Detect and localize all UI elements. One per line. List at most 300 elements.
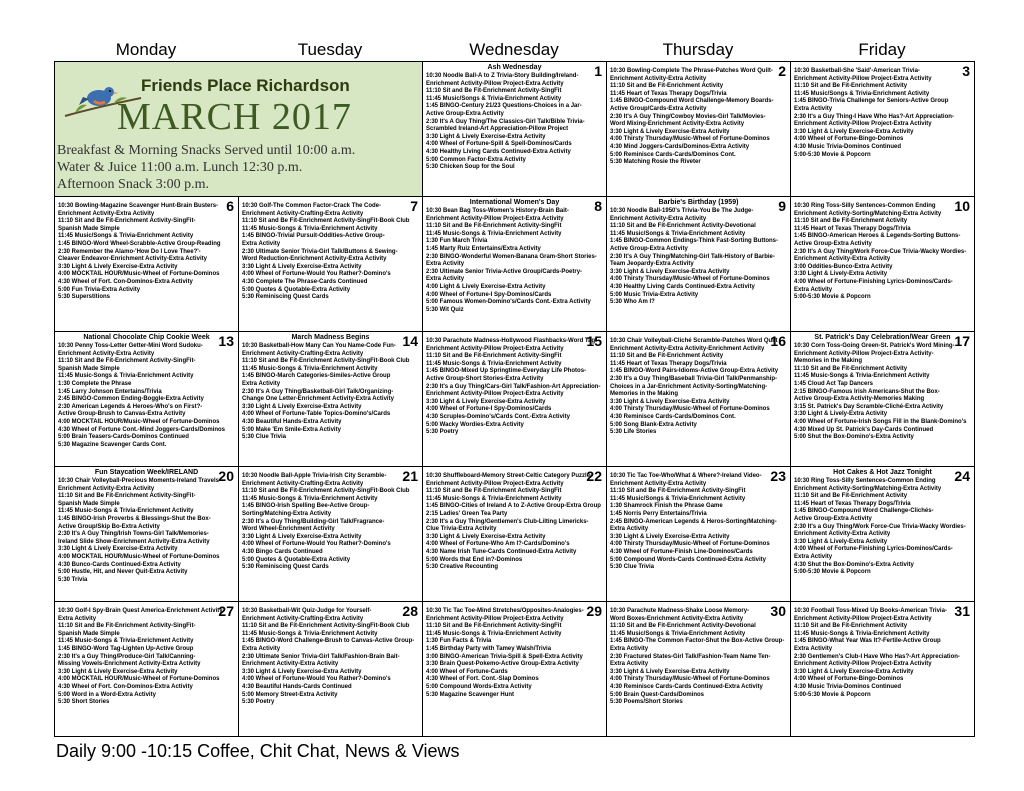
activity-item: Spanish Made Simple (58, 630, 120, 637)
activity-item: 3:30 Light & Lively Exercise-Extra Activity (794, 128, 914, 135)
activity-item: 5:30 Reminiscing Quest Cards (242, 564, 329, 571)
activity-item: 5:30 Superstitions (58, 294, 111, 301)
activity-item: 4:00 Thirsty Thursday/Music-Wheel of Fortune-Dominos (610, 676, 770, 683)
activity-item: 3:30 Light & Lively Exercise-Extra Activity (242, 533, 362, 540)
day-number: 28 (402, 603, 418, 619)
activity-item: 3:30 Light & Lively Exercise-Extra Activity (610, 398, 730, 405)
activity-list (242, 343, 419, 442)
activity-item: 4:00 Wheel of Fortune-Would You Rather?-Domino's (242, 676, 391, 683)
activity-item: 10:30 Basketball-She 'Said'-American Trivia- (794, 68, 920, 74)
day-number: 20 (218, 468, 234, 484)
activity-item: Enrichment Activity-Extra Activity (610, 480, 707, 487)
activity-item: 5:00 Brain Quest-Cards/Dominos (610, 691, 705, 698)
activity-item: 5:00-5:30 Movie & Popcorn (794, 691, 871, 698)
activity-item: 2:30 It's a Guy Thing/Produce-Girl Talk/Canning- (58, 653, 196, 660)
activity-item: 11:10 Sit and Be Fit-Enrichment Activity-SingFit-Book Club (242, 623, 410, 630)
day-cell (607, 197, 791, 332)
day-number: 15 (586, 333, 602, 349)
day-number: 7 (410, 198, 418, 214)
weekday-label: Tuesday (297, 40, 363, 59)
activity-item: 5:00 Compound Words-Cards Continued-Extra Activity (610, 556, 767, 563)
activity-list (58, 343, 235, 449)
activity-item: Word Boxes-Enrichment Activity-Extra Activity (610, 615, 744, 622)
activity-item: 5:00-5:30 Movie & Popcorn (794, 294, 871, 301)
activity-item: 5:30 Magazine Scavenger Cards Cont. (58, 441, 167, 448)
activity-item: 3:30 Light & Lively-Extra Activity (794, 411, 888, 418)
activity-item: 11:10 Sit and Be Fit-Enrichment Activity-SingFit- (58, 358, 196, 365)
activity-item: 10:30 Bowling-Magazine Scavenger Hunt-Brain Busters- (58, 203, 219, 209)
activity-item: 5:00 Compound Words-Extra Activity (426, 683, 532, 690)
activity-list (794, 199, 971, 302)
day-cell (423, 602, 607, 737)
activity-item: 1:45 Norris Perry Entertains/Trivia (610, 510, 707, 517)
day-event-heading: March Madness Begins (291, 334, 370, 341)
activity-item: 10:30 Ring Toss-Silly Sentences-Common Ending (794, 203, 936, 209)
activity-item: Extra Activity (242, 380, 281, 387)
activity-item: 4:00 Wheel of Fortune-Would You Rather?-Domino's (242, 541, 391, 548)
activity-item: 2:30 It's A Guy Thing/Work Force-Cue Trivia-Wacky Wordies- (794, 248, 967, 255)
day-number: 17 (954, 333, 970, 349)
activity-item: 1:45 BINGO-Word Tag-Lighten Up-Active Group (58, 645, 194, 652)
activity-item: 1:45 BINGO-Common Endings-Think Fast-Sorting Buttons- (610, 238, 778, 245)
activity-item: 1:45 BINGO-Century 21/23 Questions-Choices in a Jar- (426, 103, 582, 110)
day-cell (423, 332, 607, 467)
calendar-header-panel (55, 62, 423, 197)
activity-list (242, 604, 419, 707)
activity-item: Spanish Made Simple (58, 225, 120, 232)
activity-item: 5:00 Shut the Box-Domino's-Extra Activity (794, 434, 914, 441)
activity-item: Extra Activity (610, 661, 649, 668)
activity-item: 4:30 Wheel of Fort. Con-Dominos-Extra Activity (58, 683, 193, 690)
weekday-label: Friday (858, 40, 906, 59)
activity-item: 4:00 Wheel of Fortune-Bingo-Dominos (794, 676, 904, 683)
activity-item: 5:00 Quotes & Quotable-Extra Activity (242, 556, 351, 563)
activity-item: 11:45 Music-Songs & Trivia-Enrichment Activity (794, 630, 930, 637)
activity-item: 2:30 Fractured States-Girl Talk/Fashion-Team Name Ten- (610, 653, 771, 660)
activity-item: 11:10 Sit and Be Fit-Enrichment Activity (794, 493, 908, 500)
activity-item: 1:45 BINGO-Word Wheel-Scrabble-Active Group-Reading (58, 240, 221, 247)
activity-item: Enrichment Activity-Crafting-Extra Activity (242, 350, 364, 357)
activity-item: 2:30 It's a Guy Thing/Building-Girl Talk/Fragrance- (242, 518, 385, 525)
activity-item: Ireland Slide Show-Enrichment Activity-Extra Activity (58, 538, 210, 545)
activity-item: 3:30 Light & Lively Exercise-Extra Activity (58, 546, 178, 553)
activity-item: 11:45 Heart of Texas Therapy Dogs/Trivia (610, 90, 727, 97)
activity-item: Extra Activity (794, 645, 833, 652)
activity-item: 2:30 American Legends & Heroes-Who's on First?- (58, 403, 203, 410)
activity-item: 3:30 Light & Lively Exercise-Extra Activity (610, 128, 730, 135)
activity-item: 10:30 Chair Volleyball-Precious Moments-Ireland Travels- (58, 478, 221, 484)
activity-item: 5:30 Short Stories (58, 699, 110, 706)
day-event-heading: St. Patrick's Day Celebration/Wear Green (814, 334, 951, 341)
activity-item: 11:45 Music-Songs & Trivia-Enrichment Activity (242, 225, 378, 232)
activity-item: 11:10 Sit and Be Fit-Enrichment Activity-SingFit- (58, 493, 196, 500)
meal-schedule (57, 142, 355, 193)
activity-item: Enrichment Activity-Pillow Project-Extra Activity (794, 75, 932, 82)
activity-item: 4:00 Wheel of Fortune-Table Topics-Domino's/Cards (242, 411, 391, 418)
activity-item: 10:30 Shuffleboard-Memory Street-Celtic Category Puzzle- (426, 473, 593, 479)
activity-item: 4:00 Wheel of Fortune-Spill & Spell-Dominos/Cards (426, 141, 572, 148)
activity-item: 2:30 Remember the Alamo-'How Do I Love Thee?'- (58, 248, 201, 255)
activity-item: 10:30 Basketball-Wit Quiz-Judge for Yourself- (242, 608, 372, 614)
activity-item: 11:45 Music/Songs & Trivia-Enrichment Activity (610, 630, 746, 637)
activity-item: Enrichment Activity-Extra Activity (794, 256, 891, 263)
activity-item: 4:30 Wheel of Fort. Con-Dominos-Extra Activity (58, 278, 193, 285)
activity-list (794, 64, 971, 159)
activity-item: 5:30 Magazine Scavenger Hunt (426, 691, 515, 698)
activity-item: 11:10 Sit and Be Fit-Enrichment Activity-SingFit- (58, 218, 196, 225)
activity-item: Spanish Made Simple (58, 365, 120, 372)
activity-item: Word Wheel-Enrichment Activity (242, 526, 335, 533)
activity-item: Memories in the Making (794, 358, 863, 365)
activity-item: 4:30 Shut the Box-Domino's-Extra Activity (794, 561, 914, 568)
activity-item: 2:30 It's a Guy Thing-I Have Who Has?-Art Appreciation- (794, 113, 954, 120)
weekday-header-row (54, 38, 974, 62)
activity-item: 11:45 Music/Songs & Trivia-Enrichment Activity (426, 95, 562, 102)
day-cell (239, 602, 423, 737)
activity-item: 2:30 It's A Guy Thing/Basketball-Girl Talk/Organizing- (242, 388, 394, 395)
activity-item: 4:00 Wheel of Fortune-Finishing Lyrics-Dominos/Cards- (794, 278, 953, 285)
activity-item: Extra Activity (242, 645, 281, 652)
activity-item: 1:45 BINGO-Word Challenge-Brush to Canvas-Active Group- (242, 638, 415, 645)
activity-item: 5:00 Word in a Word-Extra Activity (58, 691, 156, 698)
activity-item: 1:45 Birthday Party with Tamey Walsh/Trivia (426, 645, 552, 652)
activity-item: Extra Activity (794, 286, 833, 293)
activity-list (426, 469, 603, 572)
activity-item: Enrichment Activity-Extra Activity (794, 531, 891, 538)
activity-item: 3:30 Light & Lively Exercise-Extra Activity (426, 533, 546, 540)
activity-item: 10:30 Corn Toss-Going Green-St. Patrick's Word Mining- (794, 343, 955, 349)
activity-item: 10:30 Basketball-How Many Can You Name-Code Fun- (242, 343, 396, 349)
activity-list (426, 208, 603, 314)
activity-item: 5:30 Poems/Short Stories (610, 699, 683, 706)
activity-item: 10:30 Football Toss-Mixed Up Books-American Trivia- (794, 608, 947, 614)
activity-item: 2:30 Ultimate Senior Trivia-Girl Talk/Buttons & Sewing- (242, 248, 398, 255)
day-number: 13 (218, 333, 234, 349)
activity-item: 5:00 Fun Trivia-Extra Activity (58, 286, 141, 293)
activity-item: 4:30 Beautiful Hands-Cards Continued (242, 683, 352, 690)
day-number: 22 (586, 468, 602, 484)
activity-item: Cleaver Endeavor-Enrichment Activity-Extra Activity (58, 256, 207, 263)
activity-item: Extra Activity (610, 645, 649, 652)
activity-item: 5:00 Famous Women-Domino's/Cards Cont.-Extra Activity (426, 299, 591, 306)
activity-item: 3:30 Light & Lively Exercise-Extra Activity (426, 398, 546, 405)
day-cell (423, 62, 607, 197)
activity-item: Word Reduction-Enrichment Activity-Extra Activity (242, 256, 387, 263)
activity-item: 11:10 Sit and Be Fit-Enrichment Activity (610, 83, 724, 90)
activity-item: Active Group/Skip Bo-Extra Activity (58, 523, 160, 530)
activity-item: Sorting/Matching-Extra Activity (242, 510, 332, 517)
activity-item: Active Group-Extra Activity (610, 245, 688, 252)
activity-item: 11:10 Sit and Be Fit-Enrichment Activity-SingFit-Book Club (242, 488, 410, 495)
activity-item: 5:00 Quotes & Quotable-Extra Activity (242, 286, 351, 293)
activity-item: 3:15 St. Patrick's Day Scramble-Cliché-Extra Activity (794, 403, 944, 410)
day-number: 31 (954, 603, 970, 619)
activity-item: 4:00 MOCKTAIL HOUR/Music-Wheel of Fortune-Dominos (58, 553, 220, 560)
activity-item: 11:10 Sit and Be Fit-Enrichment Activity-SingFit-Book Club (242, 218, 410, 225)
activity-item: 5:30 Poetry (242, 699, 275, 706)
activity-item: 3:30 Light & Lively Exercise-Extra Activity (242, 263, 362, 270)
day-cell (55, 602, 239, 737)
activity-list (610, 64, 787, 167)
activity-list (58, 478, 235, 584)
day-cell (239, 197, 423, 332)
activity-item: 1:30 Shamrock Finish the Phrase Game (610, 503, 723, 510)
activity-list (794, 478, 971, 577)
activity-list (794, 343, 971, 442)
activity-item: 11:45 Music-Songs & Trivia-Enrichment Activity (426, 360, 562, 367)
activity-item: Enrichment Activity-Pillow Project-Extra Activity (426, 615, 564, 622)
activity-item: Enrichment Activity-Pillow Project-Extra Activity (426, 345, 564, 352)
activity-item: 1:45 BINGO-The Common Factor-Shut the Box-Active Group- (610, 638, 785, 645)
activity-item: 2:30 It's A Guy Thing/The Classics-Girl Talk/Bible Trivia- (426, 118, 585, 125)
activity-item: 4:00 Wheel of Fortune-Who Am I?-Cards/Domino's (426, 541, 570, 548)
activity-item: 3:30 Light & Lively Exercise-Extra Activity (794, 668, 914, 675)
activity-item: 4:00 Thirsty Thursday/Music-Wheel of Fortune-Dominos (610, 136, 770, 143)
activity-item: 10:30 Penny Toss-Letter Getter-Mini Word Sudoku- (58, 343, 203, 349)
activity-item: 5:30 Life Stories (610, 429, 657, 436)
activity-item: 4:30 Beautiful Hands-Extra Activity (242, 418, 342, 425)
activity-item: Enrichment Activity-Crafting-Extra Activity (242, 615, 364, 622)
activity-item: 10:30 Parachute Madness-Hollywood Flashbacks-Word Tag- (426, 338, 598, 344)
activity-item: 2:30 It's a Guy Thing/Work Force-Cue Trivia-Wacky Wordies- (794, 523, 966, 530)
activity-item: 4:00 Wheel of Fortune-Would You Rather?-Domino's (242, 271, 391, 278)
activity-item: 11:45 Music/Songs & Trivia-Enrichment Activity (610, 230, 746, 237)
activity-item: 3:30 Light & Lively Exercise-Extra Activity (58, 668, 178, 675)
activity-item: 11:45 Music-Songs & Trivia-Enrichment Activity (58, 508, 194, 515)
activity-item: 2:45 BINGO-American Legends & Heros-Sorting/Matching- (610, 518, 777, 525)
activity-item: 1:45 BINGO-Trivial Pursuit-Oddities-Active Group- (242, 233, 385, 240)
activity-item: Scrambled Ireland-Art Appreciation-Pillow Project (426, 126, 569, 133)
day-cell (607, 602, 791, 737)
day-event-heading: International Women's Day (469, 199, 560, 206)
activity-item: Enrichment Activity-Pillow Project-Extra Activity (794, 121, 932, 128)
activity-item: Memories in the Making (610, 391, 679, 398)
activity-item: 2:30 It's a Guy Thing/Cars-Girl Talk/Fashion-Art Appreciation- (426, 383, 601, 390)
activity-item: 10:30 Tic Tac Toe-Who/What & Where?-Ireland Video- (610, 473, 762, 479)
activity-item: 4:30 Complete The Phrase-Cards Continued (242, 278, 368, 285)
activity-item: 4:30 Reminisce Cards-Cards/Dominos Cont. (610, 413, 736, 420)
activity-item: 11:10 Sit and Be Fit-Enrichment Activity-SingFit (426, 488, 562, 495)
activity-list (794, 604, 971, 699)
activity-item: 11:45 Music-Songs & Trivia-Enrichment Activity (426, 630, 562, 637)
day-cell (791, 62, 975, 197)
day-number: 10 (954, 198, 970, 214)
activity-item: 11:45 Music-Songs & Trivia-Enrichment Activity (242, 495, 378, 502)
activity-item: Active Group-Extra Activity-Memories Making (794, 396, 925, 403)
activity-item: 5:30 Clue Trivia (610, 564, 655, 571)
activity-item: 11:45 Music-Songs & Trivia-Enrichment Activity (794, 373, 930, 380)
day-event-heading: Hot Cakes & Hot Jazz Tonight (833, 469, 932, 476)
day-number: 27 (218, 603, 234, 619)
activity-item: 1:45 Marty Ruiz Entertains/Extra Activity (426, 245, 541, 252)
activity-item: 4:30 Bingo Cards Continued (242, 548, 323, 555)
activity-item: 2:30 BINGO-Wonderful Women-Banana Gram-Short Stories- (426, 253, 597, 260)
activity-item: Enrichment Activity-Extra Activity (58, 485, 155, 492)
activity-item: 4:00 MOCKTAIL HOUR/Music-Wheel of Fortune-Dominos (58, 676, 220, 683)
activity-item: 4:30 Wheel of Fortune-Finish Line-Dominos/Cards (610, 548, 753, 555)
activity-item: 5:00 Reminisce Cards-Cards/Dominos Cont. (610, 151, 736, 158)
activity-item: 2:30 It's a Guy Thing/Baseball Trivia-Girl Talk/Penmanship- (610, 375, 778, 382)
activity-item: 11:45 Music-Songs & Trivia-Enrichment Activity (426, 230, 562, 237)
activity-item: Choices in a Jar-Enrichment Activity-Sorting/Matching- (610, 383, 768, 390)
day-cell (791, 467, 975, 602)
activity-item: 5:30 Wit Quiz (426, 306, 464, 313)
activity-item: 11:10 Sit and Be Fit-Enrichment Activity (794, 83, 908, 90)
activity-item: 4:30 Bunco-Cards Continued-Extra Activity (58, 561, 181, 568)
day-number: 3 (962, 63, 970, 79)
activity-item: 5:00 Wacky Wordies-Extra Activity (426, 421, 524, 428)
day-number: 9 (778, 198, 786, 214)
activity-item: 5:00 Make 'Em Smile-Extra Activity (242, 426, 341, 433)
activity-item: 5:00 Music Trivia-Extra Activity (610, 291, 699, 298)
activity-item: 4:30 Scruples-Domino's/Cards Cont.-Extra Activity (426, 413, 570, 420)
activity-item: 5:30 Clue Trivia (242, 434, 287, 441)
day-cell (607, 332, 791, 467)
activity-item: 3:30 Light & Lively Exercise-Extra Activity (242, 403, 362, 410)
activity-item: Active Group-Extra Activity (794, 240, 872, 247)
activity-item: 4:30 Wheel of Fort. Cont.-Slap Dominos (426, 676, 539, 683)
activity-item: 1:45 BINGO-What Year Was It?-Fertile-Active Group (794, 638, 941, 645)
activity-item: 10:30 Golf-I Spy-Brain Quest America-Enrichment Activity (58, 608, 223, 614)
activity-list (242, 469, 419, 572)
activity-item: 11:10 Sit and Be Fit-Enrichment Activity-SingFit (426, 223, 562, 230)
activity-item: Enrichment Activity-Extra Activity (242, 661, 339, 668)
activity-list (58, 604, 235, 707)
activity-item: 2:30 It's A Guy Thing/Irish Towns-Girl Talk/Memories- (58, 531, 209, 538)
day-number: 24 (954, 468, 970, 484)
activity-item: 2:30 Gentlemen's Club-I Have Who Has?-Art Appreciation- (794, 653, 960, 660)
activity-item: 1:45 BINGO-Mixed Up Springtime-Everyday Life Photos- (426, 368, 587, 375)
activity-item: Active Group/Cards-Extra Activity (610, 105, 707, 112)
weekday-label: Wednesday (469, 40, 559, 59)
activity-item: Enrichment Activity-Extra Activity (58, 350, 155, 357)
activity-item: 2:30 It's a Guy Thing/Gentlemen's Club-Lilting Limericks- (426, 518, 589, 525)
activity-item: 1:45 Cloud Act Tap Dancers (794, 380, 874, 387)
activity-item: Active Group-Extra Activity (794, 515, 872, 522)
activity-item: 10:30 Bowling-Complete The Phrase-Patches Word Quilt- (610, 68, 773, 74)
activity-item: 4:00 Wheel of Fortune-I Spy-Dominos/Cards (426, 291, 552, 298)
activity-item: 11:10 Sit and Be Fit-Enrichment Activity (794, 623, 908, 630)
activity-item: 11:10 Sit and Be Fit-Enrichment Activity-SingFit- (58, 623, 196, 630)
day-number: 21 (402, 468, 418, 484)
day-number: 29 (586, 603, 602, 619)
day-cell (423, 197, 607, 332)
day-event-heading: Barbie's Birthday (1959) (658, 199, 739, 206)
meal-line: Afternoon Snack 3:00 p.m. (57, 177, 210, 192)
activity-item: 4:30 Music Trivia-Dominos Continued (794, 683, 902, 690)
activity-list (242, 199, 419, 302)
activity-item: 1:30 Fun March Trivia (426, 238, 488, 245)
activity-item: 11:10 Sit and Be Fit-Enrichment Activity-SingFit (426, 353, 562, 360)
activity-item: 2:45 BINGO-Common Ending-Boggle-Extra Activity (58, 396, 204, 403)
activity-item: Enrichment Activity-Pillow Project-Extra Activity- (794, 350, 934, 357)
activity-item: 10:30 Bean Bag Toss-Women's History-Brain Bait- (426, 208, 569, 214)
activity-item: Active Group-Brush to Canvas-Extra Activity (58, 411, 186, 418)
day-cell (607, 467, 791, 602)
activity-item: 11:45 Music/Songs & Trivia-Enrichment Activity (610, 495, 746, 502)
activity-item: Spanish Made Simple (58, 500, 120, 507)
activity-item: Active Group-Extra Activity (426, 110, 504, 117)
activity-item: 1:45 BINGO-Irish Spelling Bee-Active Group- (242, 503, 370, 510)
activity-item: 5:30 Matching Rosie the Riveter (610, 159, 701, 166)
activity-item: 11:45 Heart of Texas Therapy Dogs/Trivia (794, 225, 911, 232)
activity-item: Missing Vowels-Enrichment Activity-Extra Activity (58, 661, 201, 668)
activity-item: 5:00-5:30 Movie & Popcorn (794, 569, 871, 576)
activity-item: 4:30 Wheel of Fortune Cont.-Mind Joggers-Cards/Dominos (58, 426, 226, 433)
day-number: 14 (402, 333, 418, 349)
activity-list (610, 334, 787, 437)
day-cell (239, 467, 423, 602)
day-cell (791, 332, 975, 467)
activity-item: Enrichment Activity-Sorting/Matching-Extra Activity (794, 210, 942, 217)
activity-item: Enrichment Activity-Crafting-Extra Activity (242, 210, 364, 217)
activity-item: 5:30 Reminiscing Quest Cards (242, 294, 329, 301)
calendar-grid (54, 61, 975, 737)
activity-item: 5:00-5:30 Movie & Popcorn (794, 151, 871, 158)
day-number: 16 (770, 333, 786, 349)
day-cell (791, 197, 975, 332)
activity-item: 1:30 Complete the Phrase (58, 380, 132, 387)
activity-item: 11:45 Heart of Texas Therapy Dogs/Trivia (794, 500, 911, 507)
activity-item: Extra Activity (426, 276, 465, 283)
activity-item: 1:30 Fun Facts & Trivia (426, 638, 492, 645)
month-title: MARCH 2017 (117, 96, 352, 138)
activity-item: 11:10 Sit and Be Fit-Enrichment Activity-SingFit (610, 488, 746, 495)
activity-list (426, 334, 603, 437)
activity-item: 11:45 Music/Songs & Trivia-Enrichment Activity (58, 233, 194, 240)
activity-item: 3:00 BINGO-American Trivia-Spill & Spell-Extra Activity (426, 653, 583, 660)
activity-item: 3:30 Light & Lively-Extra Activity (794, 538, 888, 545)
activity-item: Enrichment Activity-Pillow Project-Extra Activity (426, 391, 564, 398)
activity-item: 3:30 Light & Lively Exercise-Extra Activity (242, 668, 362, 675)
activity-item: 5:30 Chicken Soup for the Soul (426, 164, 515, 171)
activity-item: 3:30 Brain Quest-Pokemo-Active Group-Extra Activity (426, 661, 579, 668)
activity-item: 11:10 Sit and Be Fit-Enrichment Activity (794, 218, 908, 225)
activity-item: Word Mixing-Enrichment Activity-Extra Activity (610, 121, 745, 128)
activity-item: 1:45 Larry Johnson Entertains/Trivia (58, 388, 162, 395)
activity-item: 1:45 BINGO-Word Pairs-Idioms-Active Group-Extra Activity (610, 368, 779, 375)
activity-list (426, 604, 603, 699)
activity-item: Extra Activity (426, 261, 465, 268)
activity-item: 4:00 MOCKTAIL HOUR/Music-Wheel of Fortune-Dominos (58, 418, 220, 425)
activity-item: Enrichment Activity-Crafting-Extra Activity (242, 480, 364, 487)
activity-item: 4:30 Mind Joggers-Cards/Dominos-Extra Activity (610, 143, 750, 150)
activity-item: Enrichment Activity-Pillow Project-Extra Activity (426, 480, 564, 487)
activity-item: 4:00 Wheel of Fortune-Finishing Lyrics-Dominos/Cards- (794, 546, 953, 553)
activity-item: Enrichment Activity-Extra Activity (610, 215, 707, 222)
activity-item: 11:10 Sit and Be Fit-Enrichment Activity-SingFit-Book Club (242, 358, 410, 365)
activity-item: Change One Letter-Enrichment Activity-Extra Activity (242, 396, 394, 403)
activity-item: 4:00 Light & Lively Exercise-Extra Activity (426, 283, 546, 290)
day-number: 2 (778, 63, 786, 79)
activity-item: 11:45 Music-Songs & Trivia-Enrichment Activity (58, 638, 194, 645)
meal-line: Breakfast & Morning Snacks Served until 10:00 a.m. (57, 143, 356, 158)
activity-item: 11:10 Sit and Be Fit-Enrichment Activity (610, 353, 724, 360)
activity-item: 4:00 Thirsty Thursday/Music-Wheel of Fortune-Dominos (610, 276, 770, 283)
day-cell (423, 467, 607, 602)
activity-item: 5:00 Hustle, Hit, and Never Quit-Extra Activity (58, 569, 188, 576)
activity-item: 4:30 Mixed Up St. Patrick's Day-Cards Continued (794, 426, 934, 433)
activity-item: 3:30 Light & Lively Exercise-Extra Activity (610, 533, 730, 540)
activity-item: 5:00 Song Blank-Extra Activity (610, 421, 697, 428)
day-event-heading: Fun Staycation Week/IRELAND (94, 469, 199, 476)
activity-item: 4:00 Wheel of Fortune-Cards (426, 668, 508, 675)
day-number: 1 (594, 63, 602, 79)
day-cell (607, 62, 791, 197)
activity-item: Team Jeopardy-Extra Activity (610, 261, 694, 268)
activity-item: 11:45 Music-Songs & Trivia-Enrichment Activity (58, 373, 194, 380)
activity-item: 10:30 Ring Toss-Silly Sentences-Common Ending (794, 478, 936, 484)
